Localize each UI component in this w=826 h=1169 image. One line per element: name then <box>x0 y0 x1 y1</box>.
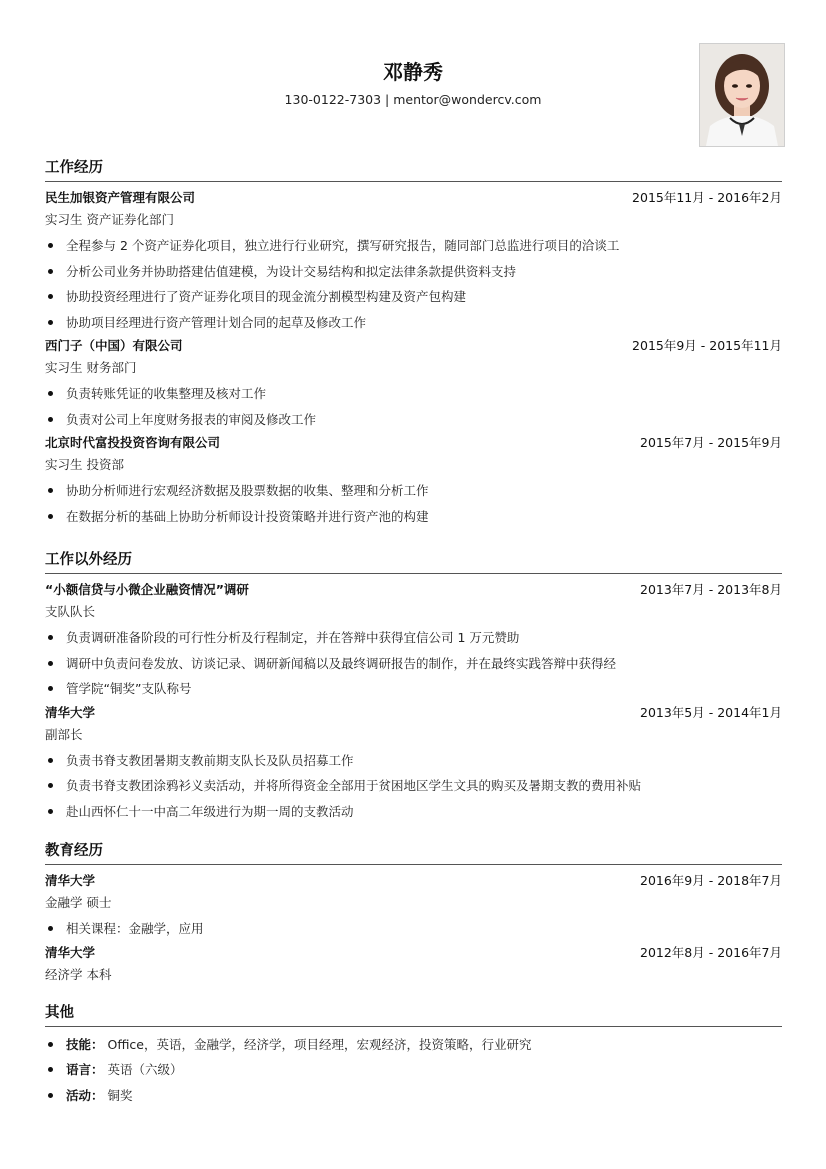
bullet-item: 分析公司业务并协助搭建估值建模，为设计交易结构和拟定法律条款提供资料支持 <box>45 259 782 285</box>
bullet-dot-icon <box>48 783 53 788</box>
section-title-education: 教育经历 <box>45 843 103 859</box>
entry-org: “小额信贷与小微企业融资情况”调研 <box>45 582 249 597</box>
other-item-language: 语言： 英语（六级） <box>45 1057 782 1083</box>
education-section <box>45 838 782 986</box>
entry-org: 民生加银资产管理有限公司 <box>45 190 196 205</box>
entry-role: 副部长 <box>45 726 83 742</box>
entry-date: 2015年7月 - 2015年9月 <box>640 435 782 450</box>
bullet-dot-icon <box>48 417 53 422</box>
bullet-item: 协助分析师进行宏观经济数据及股票数据的收集、整理和分析工作 <box>45 478 782 504</box>
section-divider <box>45 864 782 865</box>
entry-date: 2016年9月 - 2018年7月 <box>640 873 782 888</box>
work-entry-0 <box>45 187 782 335</box>
section-title-extra: 工作以外经历 <box>45 552 132 568</box>
entry-role: 实习生 财务部门 <box>45 360 137 375</box>
bullet-item: 协助投资经理进行了资产证券化项目的现金流分割模型构建及资产包构建 <box>45 284 782 310</box>
candidate-name: 邓静秀 <box>383 60 443 84</box>
bullet-item: 赴山西怀仁十一中高二年级进行为期一周的支教活动 <box>45 799 782 825</box>
section-divider <box>45 181 782 182</box>
bullet-item: 负责书脊支教团涂鸦衫义卖活动，并将所得资金全部用于贫困地区学生文具的购买及暑期支教的费用补贴 <box>45 773 782 799</box>
resume-body <box>45 155 782 1108</box>
other-item-skills: 技能： Office，英语，金融学，经济学，项目经理，宏观经济，投资策略，行业研究 <box>45 1032 782 1058</box>
work-section <box>45 155 782 529</box>
resume-header <box>0 0 826 150</box>
bullet-item: 负责对公司上年度财务报表的审阅及修改工作 <box>45 407 782 433</box>
section-divider <box>45 573 782 574</box>
bullet-dot-icon <box>48 809 53 814</box>
bullet-dot-icon <box>48 514 53 519</box>
bullet-item: 管学院“铜奖”支队称号 <box>45 676 782 702</box>
entry-role: 经济学 本科 <box>45 966 112 982</box>
bullet-dot-icon <box>48 926 53 931</box>
entry-date: 2015年11月 - 2016年2月 <box>632 190 782 205</box>
bullet-item: 负责调研准备阶段的可行性分析及行程制定，并在答辩中获得宜信公司 1 万元赞助 <box>45 625 782 651</box>
bullet-dot-icon <box>48 488 53 493</box>
bullet-dot-icon <box>48 1042 53 1047</box>
bullet-dot-icon <box>48 391 53 396</box>
bullet-dot-icon <box>48 294 53 299</box>
extra-section <box>45 547 782 824</box>
bullet-item: 调研中负责问卷发放、访谈记录、调研新闻稿以及最终调研报告的制作，并在最终实践答辩中获得经 <box>45 651 782 677</box>
bullet-dot-icon <box>48 661 53 666</box>
bullet-dot-icon <box>48 320 53 325</box>
bullet-item: 协助项目经理进行资产管理计划合同的起草及修改工作 <box>45 310 782 336</box>
entry-org: 清华大学 <box>45 704 96 720</box>
section-title-other: 其他 <box>45 1004 74 1021</box>
section-divider <box>45 1026 782 1027</box>
entry-date: 2015年9月 - 2015年11月 <box>632 338 782 353</box>
contact-info: 130-0122-7303 | mentor@wondercv.com <box>284 92 542 107</box>
bullet-dot-icon <box>48 269 53 274</box>
other-item-activity: 活动： 铜奖 <box>45 1083 782 1109</box>
entry-role: 实习生 投资部 <box>45 457 124 472</box>
bullet-dot-icon <box>48 1067 53 1072</box>
bullet-dot-icon <box>48 635 53 640</box>
education-entry-1 <box>45 942 782 986</box>
entry-role: 实习生 资产证券化部门 <box>45 212 174 227</box>
entry-date: 2013年7月 - 2013年8月 <box>640 582 782 597</box>
work-entry-2 <box>45 432 782 529</box>
other-section <box>45 1000 782 1109</box>
bullet-dot-icon <box>48 243 53 248</box>
bullet-item: 全程参与 2 个资产证券化项目，独立进行行业研究，撰写研究报告，随同部门总监进行项目的洽谈工 <box>45 233 782 259</box>
entry-org: 清华大学 <box>45 873 96 888</box>
entry-org: 北京时代富投投资咨询有限公司 <box>45 435 221 450</box>
bullet-item: 相关课程：金融学，应用 <box>45 916 782 942</box>
extra-entry-1 <box>45 702 782 825</box>
entry-role: 支队队长 <box>45 604 96 619</box>
bullet-item: 在数据分析的基础上协助分析师设计投资策略并进行资产池的构建 <box>45 504 782 530</box>
section-title-work: 工作经历 <box>45 160 103 176</box>
extra-entry-0 <box>45 579 782 702</box>
bullet-dot-icon <box>48 758 53 763</box>
bullet-item: 负责书脊支教团暑期支教前期支队长及队员招募工作 <box>45 748 782 774</box>
profile-photo <box>699 43 785 147</box>
bullet-item: 负责转账凭证的收集整理及核对工作 <box>45 381 782 407</box>
bullet-dot-icon <box>48 686 53 691</box>
entry-org: 西门子（中国）有限公司 <box>45 338 183 353</box>
entry-org: 清华大学 <box>45 944 96 960</box>
education-entry-0 <box>45 870 782 942</box>
work-entry-1 <box>45 335 782 432</box>
entry-date: 2013年5月 - 2014年1月 <box>640 704 782 720</box>
entry-role: 金融学 硕士 <box>45 895 112 910</box>
entry-date: 2012年8月 - 2016年7月 <box>640 944 782 960</box>
bullet-dot-icon <box>48 1093 53 1098</box>
